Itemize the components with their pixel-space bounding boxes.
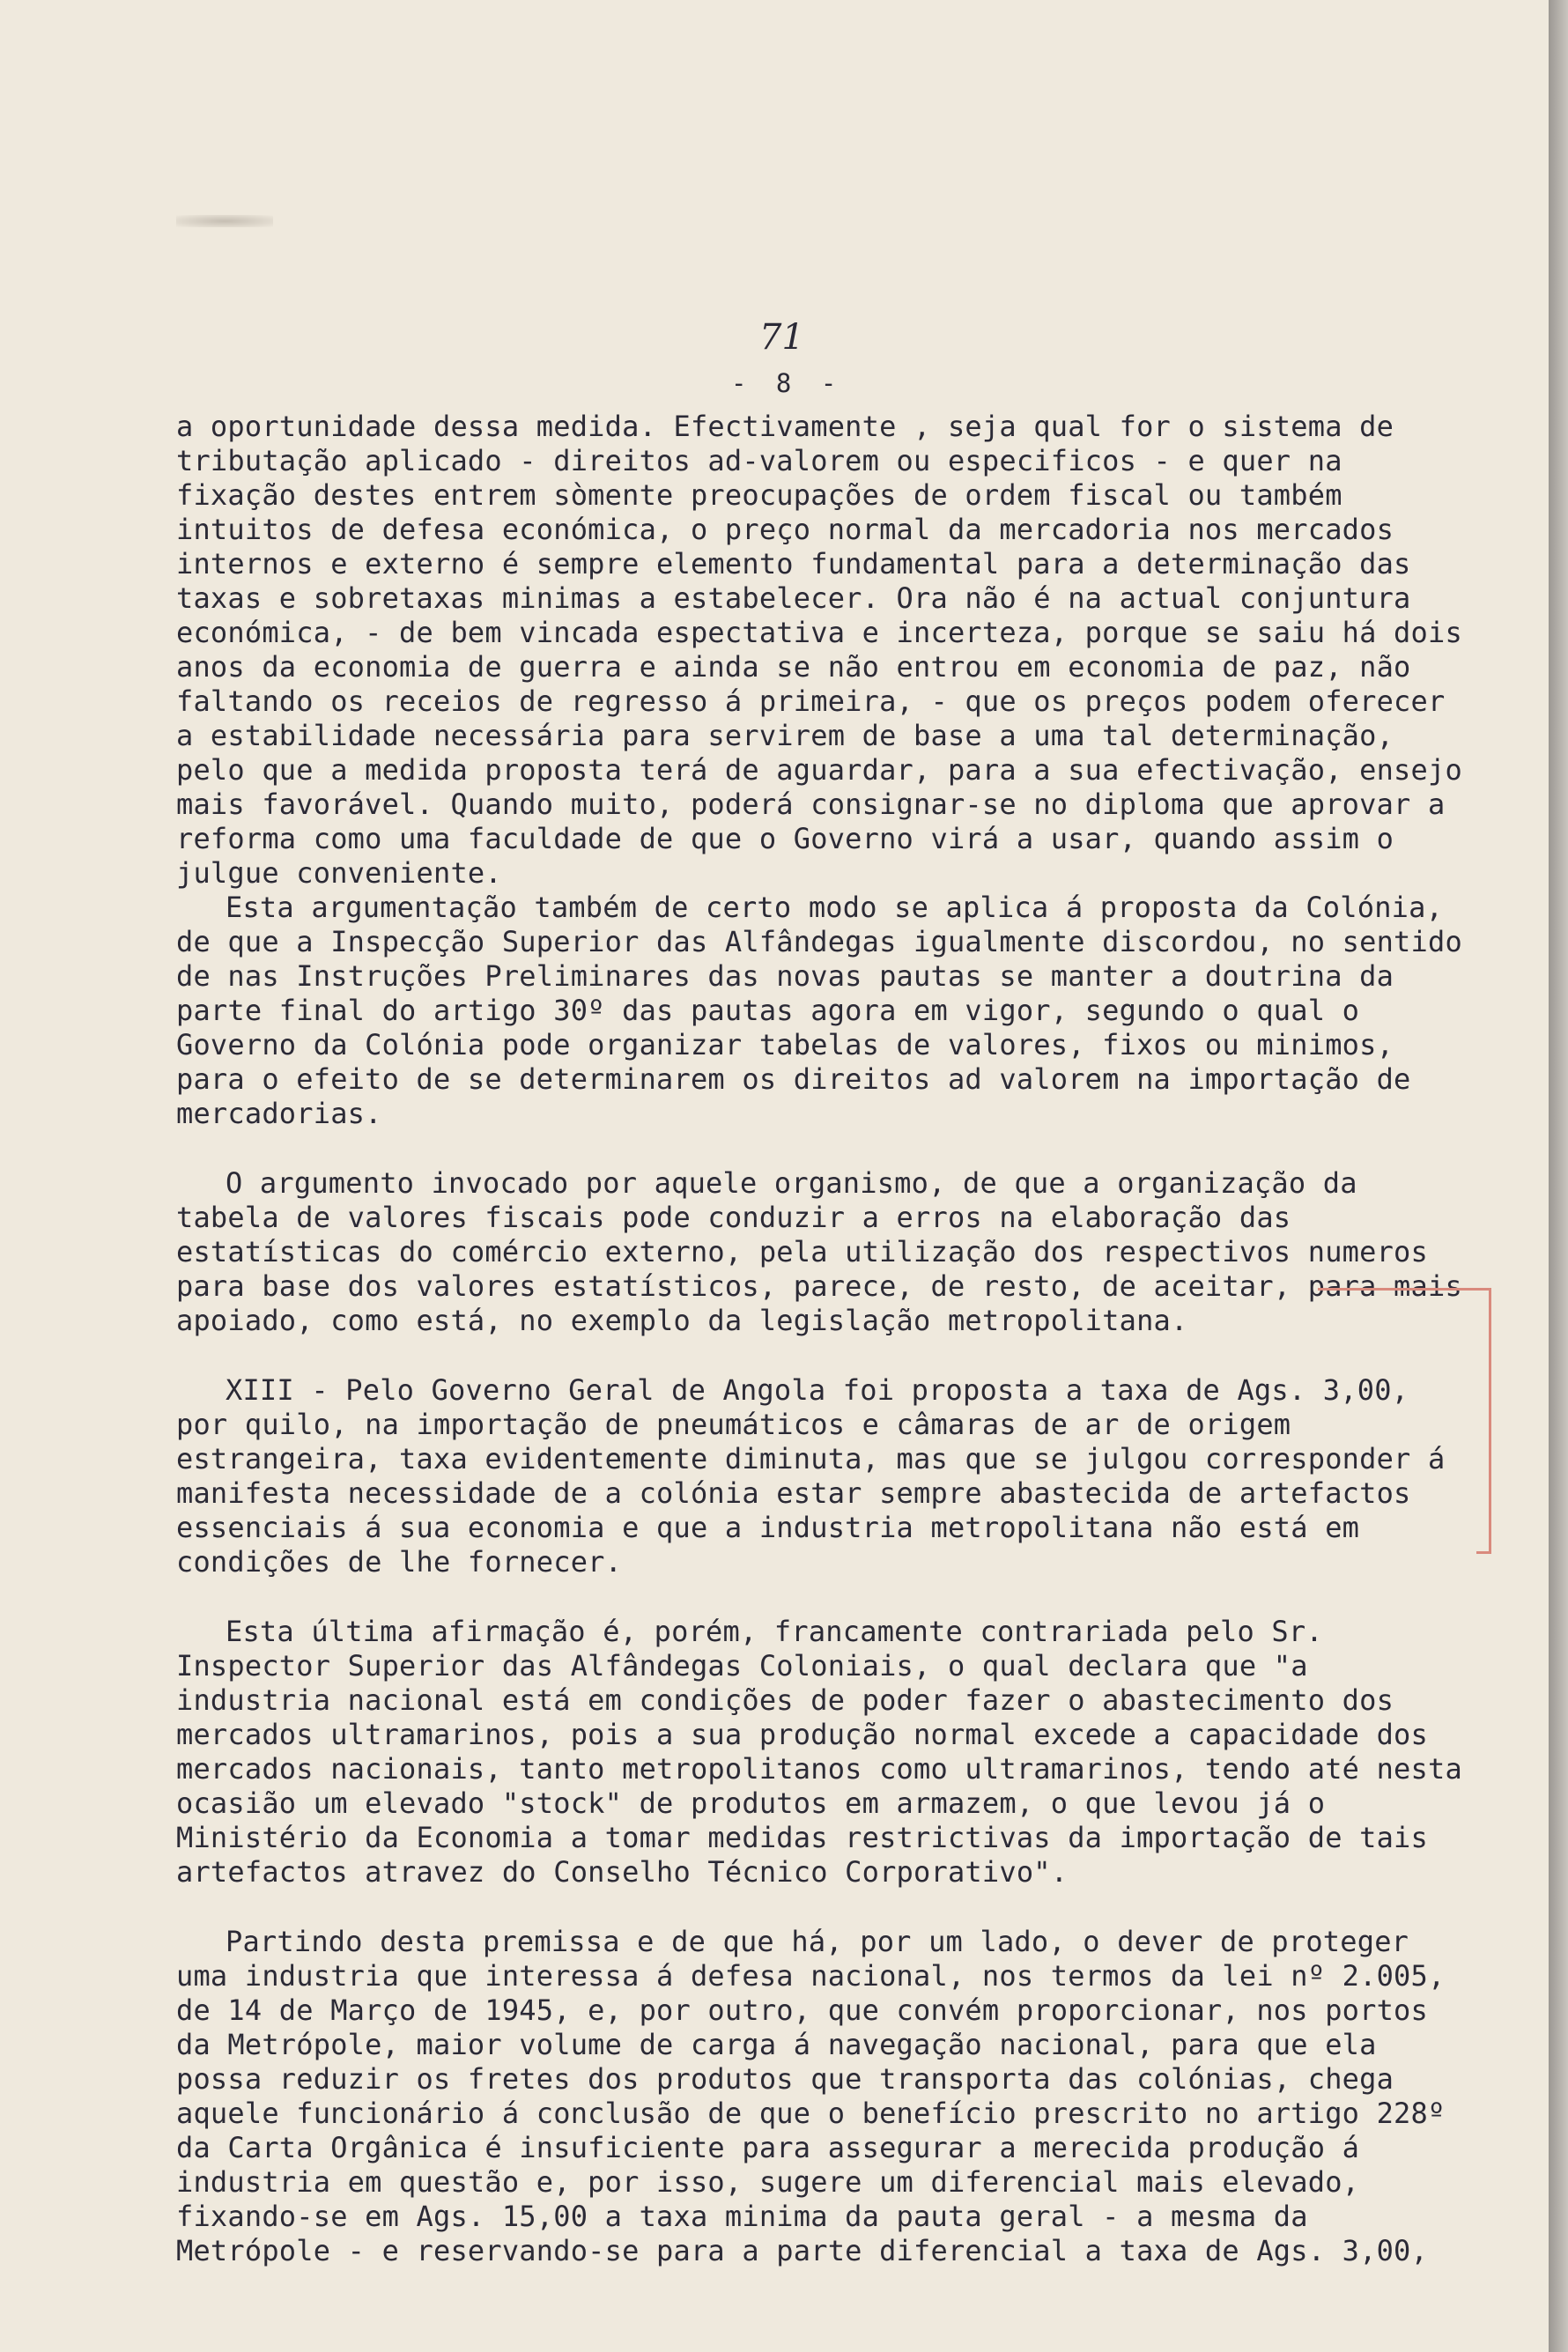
paragraph-3: O argumento invocado por aquele organismo, de que a organização da tabela de valores fiscais pode conduzir a erros na elaboração das estatísticas do comércio externo, pela utilização dos respectivos numeros para base dos valores estatísticos, parece, de resto, de aceitar, para mais apoiado, como está, no exemplo da legislação metropolitana. [176,1166,1462,1337]
paragraph-5: Esta última afirmação é, porém, francamente contrariada pelo Sr. Inspector Superior das Alfândegas Coloniais, o qual declara que "a industria nacional está em condições de poder fazer o abastecimento dos mercados ultramarinos, pois a sua produção normal excede a capacidade dos mercados nacionais, tanto metropolitanos como ultramarinos, tendo até nesta ocasião um elevado "stock" de produtos em armazem, o que levou já o Ministério da Economia a tomar medidas restrictivas da importação de tais artefactos atravez do Conselho Técnico Corporativo". [176,1615,1462,1889]
paragraph-6: Partindo desta premissa e de que há, por um lado, o dever de proteger uma industria que interessa á defesa nacional, nos termos da lei nº 2.005, de 14 de Março de 1945, e, por outro, que convém proporcionar, nos portos da Metrópole, maior volume de carga á navegação nacional, para que ela possa reduzir os fretes dos produtos que transporta das colónias, chega aquele funcionário á conclusão de que o benefício prescrito no artigo 228º da Carta Orgânica é insuficiente para assegurar a merecida produção á industria em questão e, por isso, sugere um diferencial mais elevado, fixando-se em Ags. 15,00 a taxa minima da pauta geral - a mesma da Metrópole - e reservando-se para a parte diferencial a taxa de Ags. 3,00, [176,1925,1446,2267]
body-text [176,410,1462,2268]
paragraph-gap [176,1890,1462,1925]
page-number: - 8 - [731,368,844,398]
paragraph-gap [176,1131,1462,1166]
paragraph-1: a oportunidade dessa medida. Efectivamente , seja qual for o sistema de tributação aplicado - direitos ad-valorem ou especificos - e quer na fixação destes entrem sòmente preocupações de ordem fiscal ou também intuitos de defesa económica, o preço normal da mercadoria nos mercados internos e externo é sempre elemento fundamental para a determinação das taxas e sobretaxas minimas a estabelecer. Ora não é na actual conjuntura económica, - de bem vincada espectativa e incerteza, porque se saiu há dois anos da economia de guerra e ainda se não entrou em economia de paz, não faltando os receios de regresso á primeira, - que os preços podem oferecer a estabilidade necessária para servirem de base a uma tal determinação, pelo que a medida proposta terá de aguardar, para a sua efectivação, ensejo mais favorável. Quando muito, poderá consignar-se no diploma que aprovar a reforma como uma faculdade de que o Governo virá a usar, quando assim o julgue conveniente. [176,410,1462,890]
ink-smudge [176,215,273,227]
margin-mark-bracket [1476,1288,1491,1554]
margin-mark-line [1318,1288,1476,1291]
page-edge [1549,0,1568,2352]
paragraph-gap [176,1579,1462,1615]
folio-mark: 71 [759,317,804,358]
paragraph-2: Esta argumentação também de certo modo se aplica á proposta da Colónia, de que a Inspecção Superior das Alfândegas igualmente discordou, no sentido de nas Instruções Preliminares das novas pautas se manter a doutrina da parte final do artigo 30º das pautas agora em vigor, segundo o qual o Governo da Colónia pode organizar tabelas de valores, fixos ou minimos, para o efeito de se determinarem os direitos ad valorem na importação de mercadorias. [176,891,1462,1130]
paragraph-gap [176,1338,1462,1373]
paragraph-4-section-xiii: XIII - Pelo Governo Geral de Angola foi proposta a taxa de Ags. 3,00, por quilo, na importação de pneumáticos e câmaras de ar de origem estrangeira, taxa evidentemente diminuta, mas que se julgou corresponder á manifesta necessidade de a colónia estar sempre abastecida de artefactos essenciais á sua economia e que a industria metropolitana não está em condições de lhe fornecer. [176,1373,1446,1579]
